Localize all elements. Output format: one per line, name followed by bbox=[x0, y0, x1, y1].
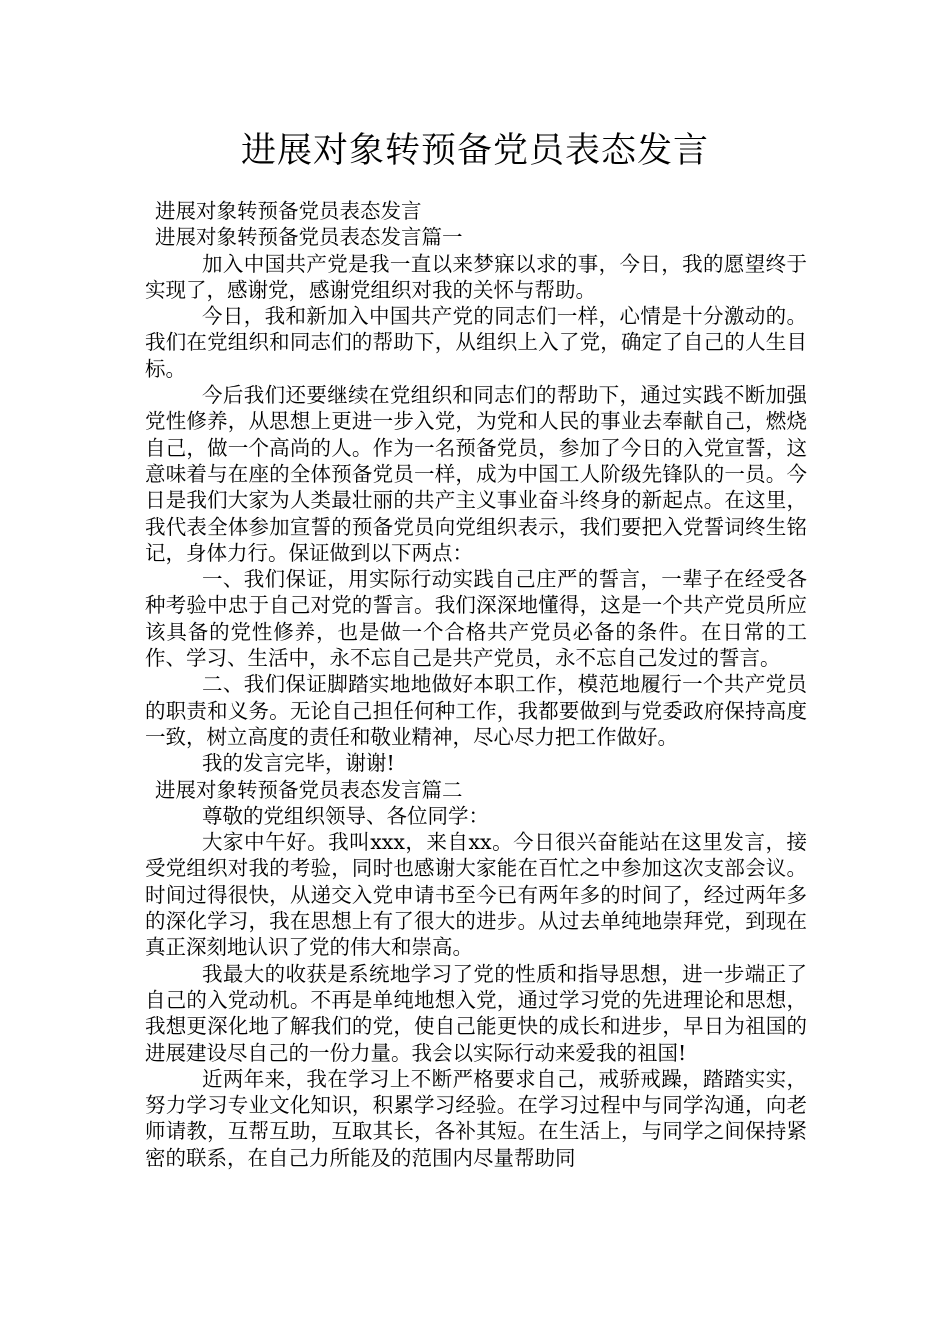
paragraph: 一、我们保证，用实际行动实践自己庄严的誓言，一辈子在经受各种考验中忠于自己对党的誓言。我们深深地懂得，这是一个共产党员所应该具备的党性修养，也是做一个合格共产党员必备的条件。在日常的工作、学习、生活中，永不忘自己是共产党员，永不忘自己发过的誓言。 bbox=[145, 567, 807, 671]
paragraph: 今日，我和新加入中国共产党的同志们一样，心情是十分激动的。我们在党组织和同志们的帮助下，从组织上入了党，确定了自己的人生目标。 bbox=[145, 304, 807, 381]
paragraph: 尊敬的党组织领导、各位同学： bbox=[202, 803, 489, 828]
page-title: 进展对象转预备党员表态发言 bbox=[240, 131, 709, 171]
section-heading: 进展对象转预备党员表态发言 bbox=[155, 199, 422, 223]
paragraph: 二、我们保证脚踏实地地做好本职工作，模范地履行一个共产党员的职责和义务。无论自己担任何种工作，我都要做到与党委政府保持高度一致，树立高度的责任和敬业精神，尽心尽力把工作做好。 bbox=[145, 672, 807, 749]
paragraph: 大家中午好。我叫xxx，来自xx。今日很兴奋能站在这里发言，接受党组织对我的考验，同时也感谢大家能在百忙之中参加这次支部会议。时间过得很快，从递交入党申请书至今已有两年多的时间了，经过两年多的深化学习，我在思想上有了很大的进步。从过去单纯地崇拜党，到现在真正深刻地认识了党的伟大和崇高。 bbox=[145, 830, 807, 960]
paragraph: 今后我们还要继续在党组织和同志们的帮助下，通过实践不断加强党性修养，从思想上更进一步入党，为党和人民的事业去奉献自己，燃烧自己，做一个高尚的人。作为一名预备党员，参加了今日的入党宣誓，这意味着与在座的全体预备党员一样，成为中国工人阶级先锋队的一员。今日是我们大家为人类最壮丽的共产主义事业奋斗终身的新起点。在这里，我代表全体参加宣誓的预备党员向党组织表示，我们要把入党誓词终生铭记，身体力行。保证做到以下两点： bbox=[145, 383, 807, 565]
section-heading: 进展对象转预备党员表态发言篇一 bbox=[155, 225, 463, 250]
paragraph: 加入中国共产党是我一直以来梦寐以求的事，今日，我的愿望终于实现了，感谢党，感谢党组织对我的关怀与帮助。 bbox=[145, 251, 807, 302]
paragraph: 我最大的收获是系统地学习了党的性质和指导思想，进一步端正了自己的入党动机。不再是单纯地想入党，通过学习党的先进理论和思想，我想更深化地了解我们的党，使自己能更快的成长和进步，早日为祖国的进展建设尽自己的一份力量。我会以实际行动来爱我的祖国! bbox=[145, 961, 807, 1065]
document-body bbox=[145, 198, 807, 1171]
section-heading: 进展对象转预备党员表态发言篇二 bbox=[155, 777, 463, 802]
paragraph: 近两年来，我在学习上不断严格要求自己，戒骄戒躁，踏踏实实，努力学习专业文化知识，积累学习经验。在学习过程中与同学沟通，向老师请教，互帮互助，互取其长，各补其短。在生活上，与同学之间保持紧密的联系，在自己力所能及的范围内尽量帮助同 bbox=[145, 1066, 807, 1170]
paragraph: 我的发言完毕，谢谢! bbox=[202, 751, 395, 776]
